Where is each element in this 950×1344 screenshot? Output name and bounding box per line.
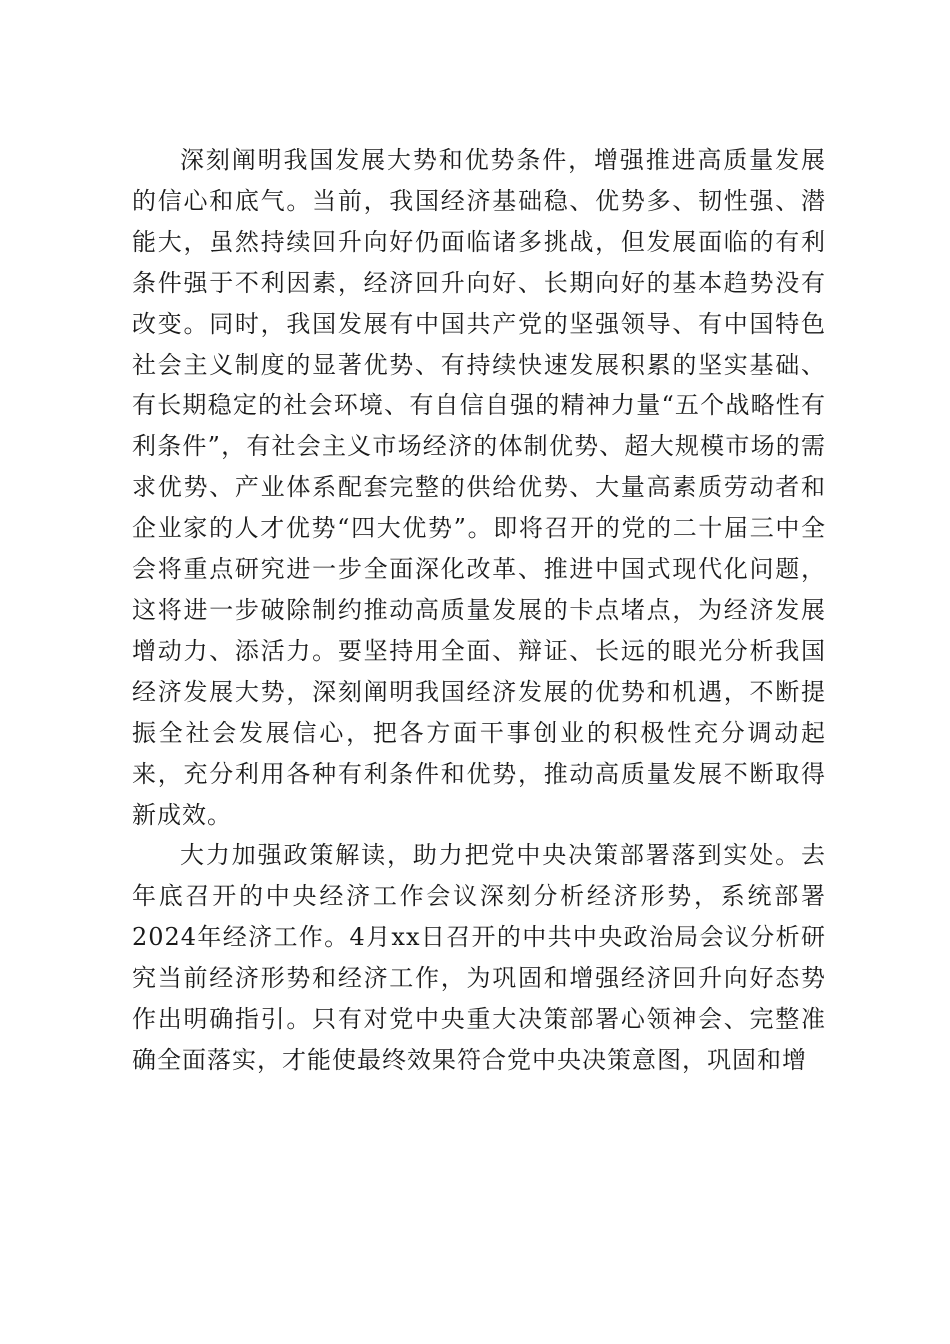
paragraph-development-trend: 深刻阐明我国发展大势和优势条件，增强推进高质量发展的信心和底气。当前，我国经济基础稳、优势多、韧性强、潜能大，虽然持续回升向好仍面临诸多挑战，但发展面临的有利条件强于不利因素，经济回升向好、长期向好的基本趋势没有改变。同时，我国发展有中国共产党的坚强领导、有中国特色社会主义制度的显著优势、有持续快速发展积累的坚实基础、有长期稳定的社会环境、有自信自强的精神力量“五个战略性有利条件”，有社会主义市场经济的体制优势、超大规模市场的需求优势、产业体系配套完整的供给优势、大量高素质劳动者和企业家的人才优势“四大优势”。即将召开的党的二十届三中全会将重点研究进一步全面深化改革、推进中国式现代化问题，这将进一步破除制约推动高质量发展的卡点堵点，为经济发展增动力、添活力。要坚持用全面、辩证、长远的眼光分析我国经济发展大势，深刻阐明我国经济发展的优势和机遇，不断提振全社会发展信心，把各方面干事创业的积极性充分调动起来，充分利用各种有利条件和优势，推动高质量发展不断取得新成效。	[132, 146, 826, 829]
paragraph-policy-interpretation: 大力加强政策解读，助力把党中央决策部署落到实处。去年底召开的中央经济工作会议深刻分析经济形势，系统部署2024年经济工作。4月xx日召开的中共中央政治局会议分析研究当前经济形势和经济工作，为巩固和增强经济回升向好态势作出明确指引。只有对党中央重大决策部署心领神会、完整准确全面落实，才能使最终效果符合党中央决策意图，巩固和增	[132, 841, 826, 1074]
document-body	[132, 140, 826, 1081]
